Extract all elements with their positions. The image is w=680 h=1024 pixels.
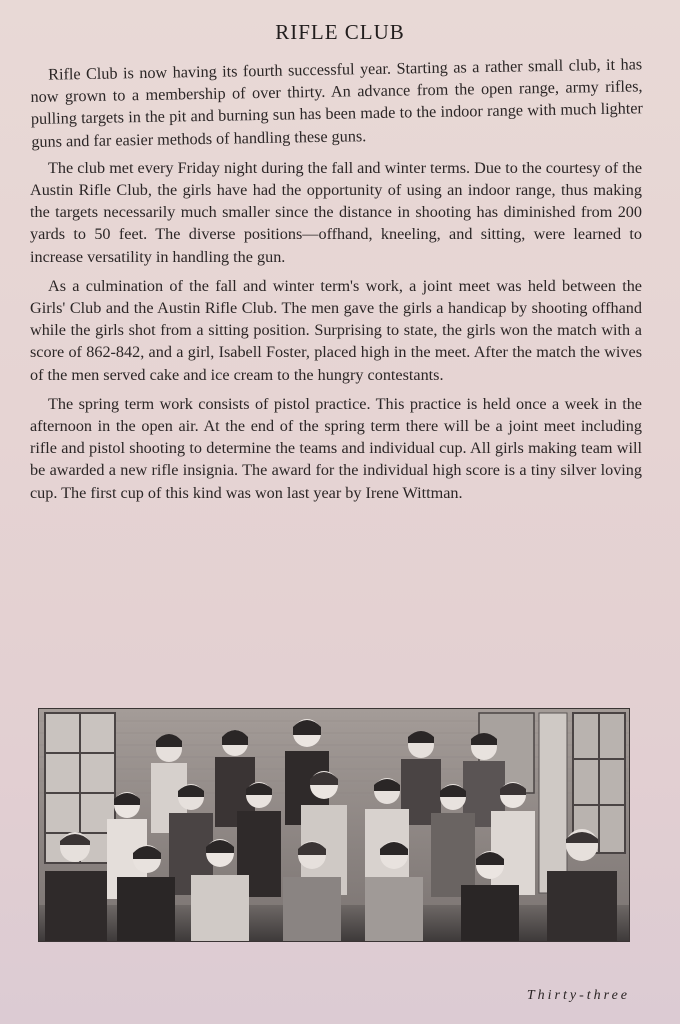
group-photo bbox=[38, 708, 630, 942]
article-body bbox=[30, 55, 644, 511]
group-photo-illustration bbox=[39, 709, 629, 941]
paragraph-2: The club met every Friday night during the fall and winter terms. Due to the courtesy of the Austin Rifle Club, the girls have had the opportunity of using an indoor range, thus making the targets necessarily much smaller since the distance in shooting has diminished from 200 yards to 50 feet. The diverse positions—offhand, kneeling, and sitting, were learned to increase versatility in handling the gun. bbox=[30, 158, 642, 266]
paragraph-1: Rifle Club is now having its fourth successful year. Starting as a rather small club, it has now grown to a membership of over thirty. An advance from the open range, army rifles, pulling targets in the pit and burning sun has been made to the indoor range with much lighter guns and far easier methods of handling these guns. bbox=[30, 55, 644, 151]
page-title: RIFLE CLUB bbox=[275, 20, 405, 44]
page-number: Thirty-three bbox=[526, 988, 630, 1003]
paragraph-3: As a culmination of the fall and winter term's work, a joint meet was held between the Girls' Club and the Austin Rifle Club. The men gave the girls a handicap by shooting offhand while the girls shot from a sitting position. Surprising to state, the girls won the match with a score of 862-842, and a girl, Isabell Foster, placed high in the meet. After the match the wives of the men served cake and ice cream to the hungry contestants. bbox=[30, 276, 642, 384]
paragraph-4: The spring term work consists of pistol practice. This practice is held once a week in the afternoon in the open air. At the end of the spring term there will be a joint meet including rifle and pistol shooting to determine the teams and individual cup. All girls making team will be awarded a new rifle insignia. The award for the individual high score is a tiny silver loving cup. The first cup of this kind was won last year by Irene Wittman. bbox=[30, 394, 642, 502]
door-column bbox=[539, 713, 567, 893]
